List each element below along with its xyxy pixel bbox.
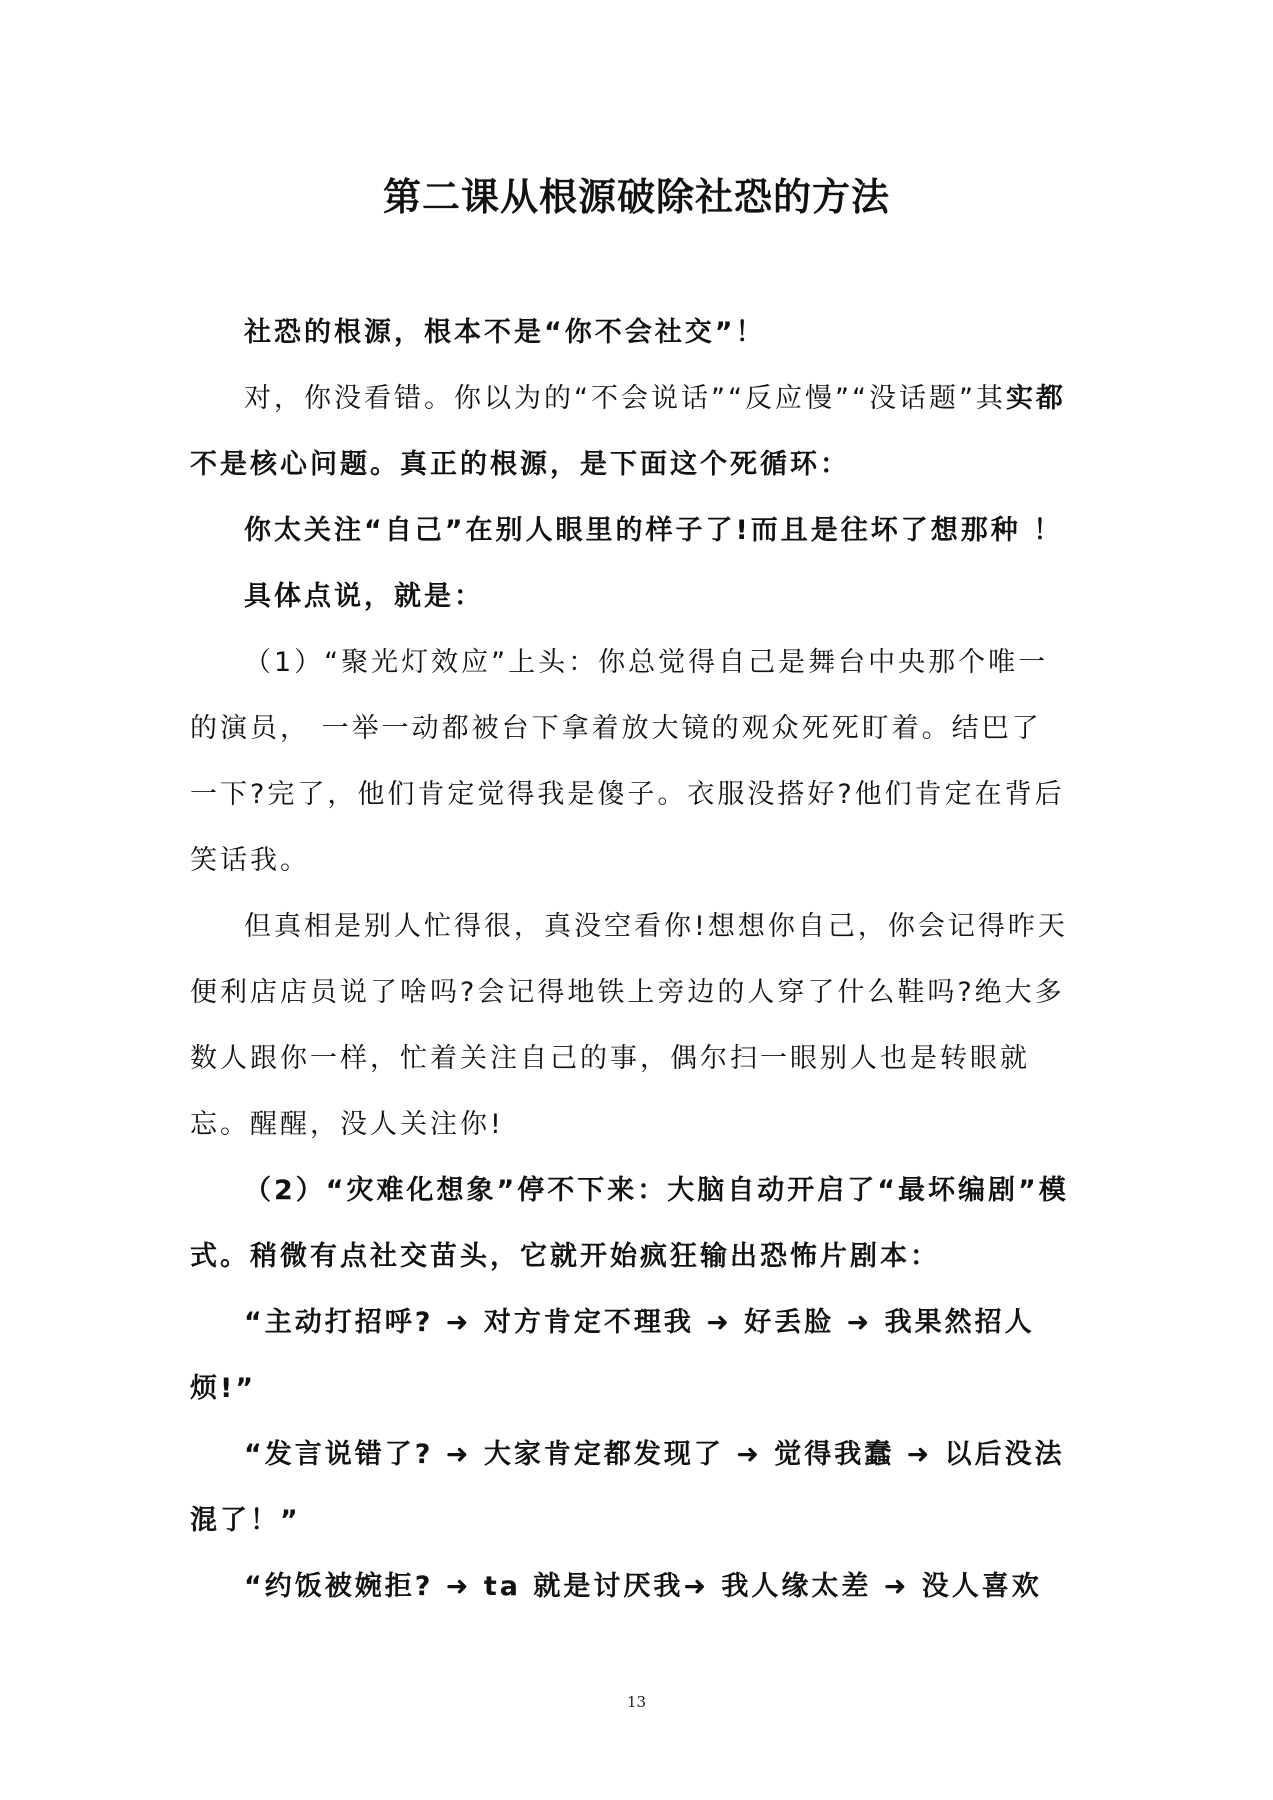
paragraph-you-read-right-bold: 实都不是核心问题。真正的根源，是下面这个死循环： <box>190 383 1066 480</box>
paragraph-script-greeting: “主动打招呼? ➜ 对方肯定不理我 ➜ 好丢脸 ➜ 我果然招人烦!” <box>190 1307 1035 1404</box>
paragraph-script-speech: “发言说错了? ➜ 大家肯定都发现了 ➜ 觉得我蠢 ➜ 以后没法混了！” <box>190 1439 1065 1536</box>
document-title: 第二课从根源破除社恐的方法 <box>382 175 890 219</box>
paragraph-you-read-right <box>190 366 1070 498</box>
document-body <box>190 300 1070 1620</box>
paragraph-specifically: 具体点说，就是： <box>244 581 484 612</box>
paragraph-catastrophizing: （2）“灾难化想象”停不下来：大脑自动开启了“最坏编剧”模式。稍微有点社交苗头，它就开始疯狂输出恐怖片剧本： <box>190 1175 1069 1272</box>
page-number: 13 <box>626 1693 647 1711</box>
paragraph-self-focus: 你太关注“自己”在别人眼里的样子了!而且是往坏了想那种 ！ <box>244 515 1064 546</box>
paragraph-truth: 但真相是别人忙得很，真没空看你!想想你自己，你会记得昨天便利店店员说了啥吗?会记得地铁上旁边的人穿了什么鞋吗?绝大多数人跟你一样，忙着关注自己的事，偶尔扫一眼别人也是转眼就忘。醒醒，没人关注你! <box>190 911 1068 1140</box>
paragraph-you-read-right-normal: 对，你没看错。你以为的“不会说话”“反应慢”“没话题”其 <box>244 383 1006 414</box>
paragraph-spotlight-effect: （1）“聚光灯效应”上头：你总觉得自己是舞台中央那个唯一的演员， 一举一动都被台下拿着放大镜的观众死死盯着。结巴了一下?完了，他们肯定觉得我是傻子。衣服没搭好?他们肯定在背后笑话我。 <box>190 647 1065 876</box>
paragraph-script-dinner: “约饭被婉拒? ➜ ta 就是讨厌我➜ 我人缘太差 ➜ 没人喜欢 <box>244 1571 1042 1602</box>
paragraph-root-cause: 社恐的根源，根本不是“你不会社交”！ <box>244 317 766 348</box>
